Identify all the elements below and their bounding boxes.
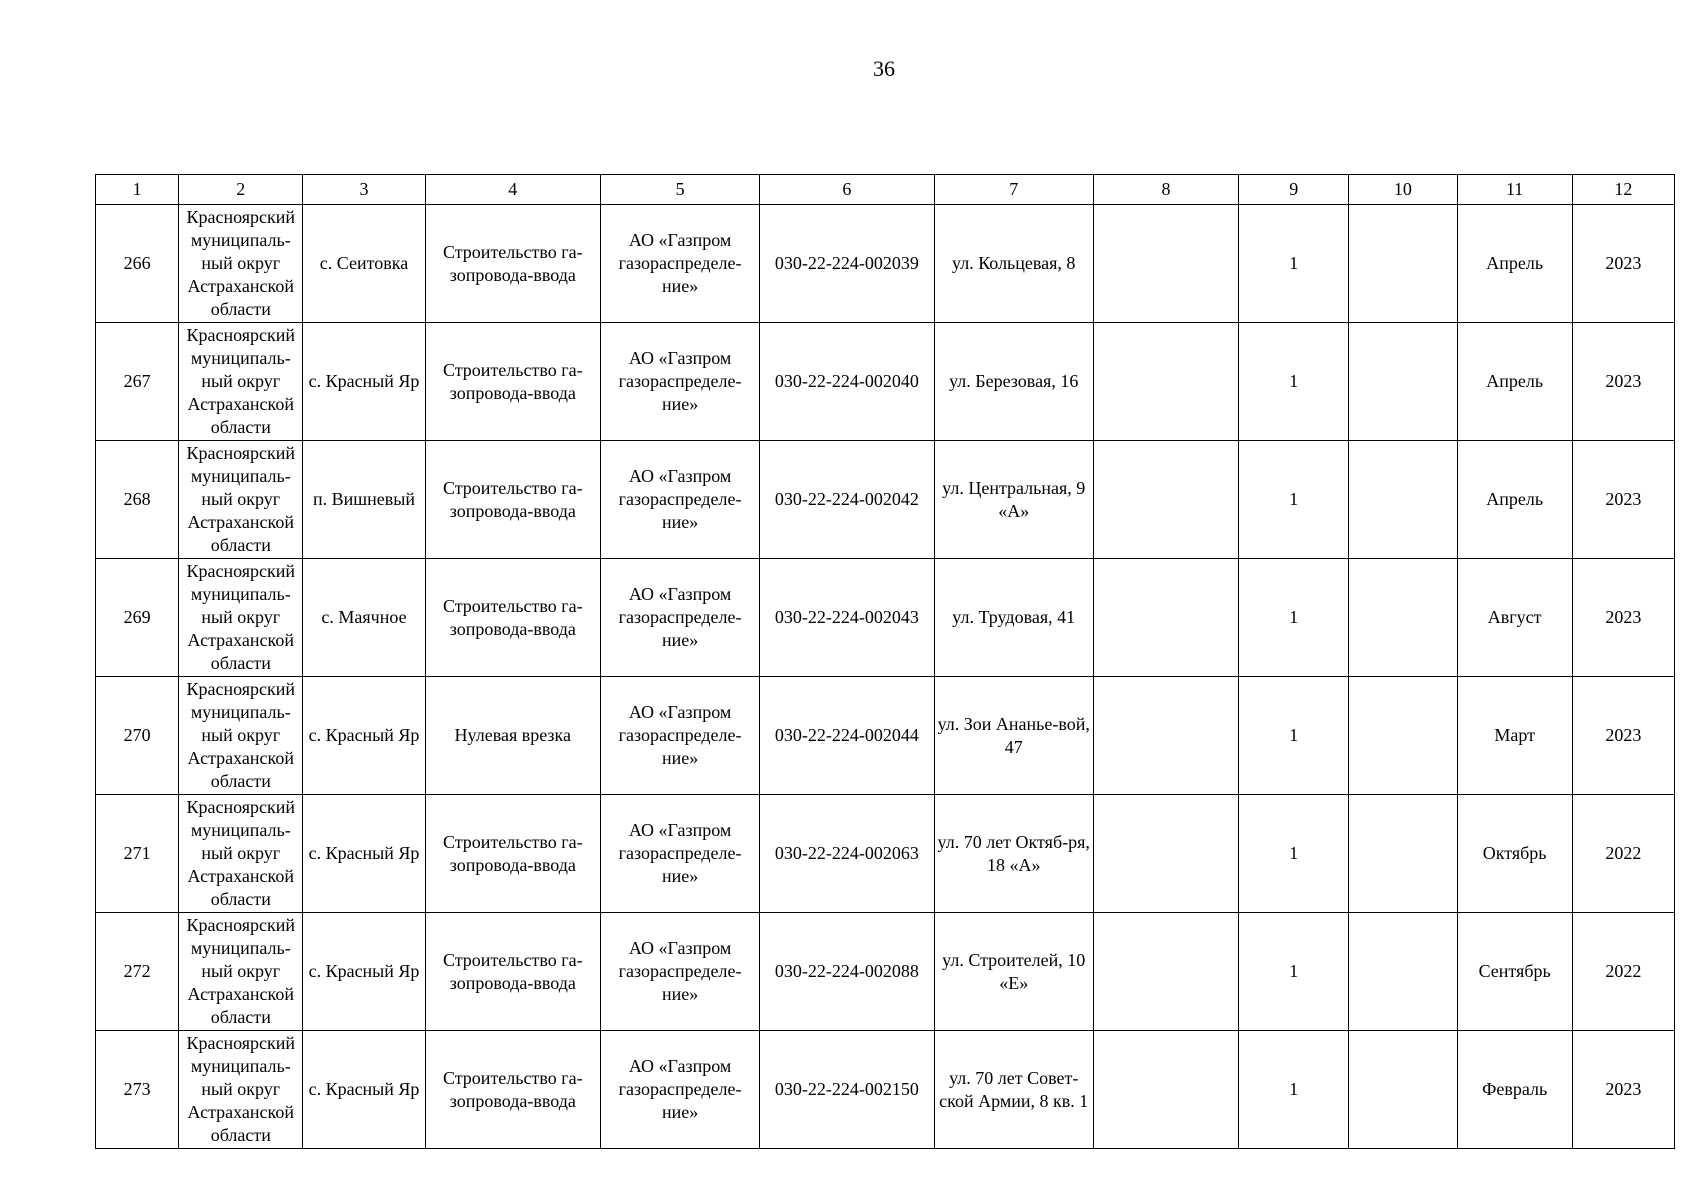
year-cell: 2023 [1572,559,1674,677]
organization-cell: АО «Газпром газораспределе-ние» [600,913,759,1031]
district-cell: Красноярский муниципаль-ный округ Астраханской области [179,205,303,323]
col9-cell: 1 [1239,677,1349,795]
organization-cell: АО «Газпром газораспределе-ние» [600,205,759,323]
organization-cell: АО «Газпром газораспределе-ние» [600,323,759,441]
col8-cell [1093,913,1238,1031]
table-row [96,441,1675,559]
district-cell: Красноярский муниципаль-ный округ Астраханской области [179,677,303,795]
page-number: 36 [873,56,895,81]
table-row [96,323,1675,441]
month-cell: Апрель [1457,323,1572,441]
work-type-cell: Строительство га-зопровода-ввода [425,913,600,1031]
organization-cell: АО «Газпром газораспределе-ние» [600,795,759,913]
organization-cell: АО «Газпром газораспределе-ние» [600,441,759,559]
col10-cell [1349,323,1457,441]
column-header: 6 [760,175,934,205]
address-cell: ул. Березовая, 16 [934,323,1093,441]
col8-cell [1093,323,1238,441]
row-number-cell: 272 [96,913,179,1031]
col9-cell: 1 [1239,913,1349,1031]
month-cell: Апрель [1457,205,1572,323]
code-cell: 030-22-224-002088 [760,913,934,1031]
column-header: 8 [1093,175,1238,205]
year-cell: 2023 [1572,677,1674,795]
col9-cell: 1 [1239,323,1349,441]
settlement-cell: с. Красный Яр [303,913,425,1031]
col10-cell [1349,441,1457,559]
col9-cell: 1 [1239,1031,1349,1149]
code-cell: 030-22-224-002040 [760,323,934,441]
row-number-cell: 271 [96,795,179,913]
district-cell: Красноярский муниципаль-ный округ Астраханской области [179,1031,303,1149]
work-type-cell: Нулевая врезка [425,677,600,795]
work-type-cell: Строительство га-зопровода-ввода [425,559,600,677]
row-number-cell: 268 [96,441,179,559]
code-cell: 030-22-224-002039 [760,205,934,323]
district-cell: Красноярский муниципаль-ный округ Астраханской области [179,913,303,1031]
col8-cell [1093,441,1238,559]
column-header: 5 [600,175,759,205]
month-cell: Февраль [1457,1031,1572,1149]
address-cell: ул. Кольцевая, 8 [934,205,1093,323]
column-header: 10 [1349,175,1457,205]
address-cell: ул. Строителей, 10 «Е» [934,913,1093,1031]
district-cell: Красноярский муниципаль-ный округ Астраханской области [179,795,303,913]
col8-cell [1093,205,1238,323]
month-cell: Апрель [1457,441,1572,559]
settlement-cell: с. Красный Яр [303,323,425,441]
settlement-cell: с. Маячное [303,559,425,677]
code-cell: 030-22-224-002042 [760,441,934,559]
organization-cell: АО «Газпром газораспределе-ние» [600,1031,759,1149]
settlement-cell: с. Сеитовка [303,205,425,323]
work-type-cell: Строительство га-зопровода-ввода [425,1031,600,1149]
col10-cell [1349,559,1457,677]
code-cell: 030-22-224-002043 [760,559,934,677]
table-row [96,913,1675,1031]
row-number-cell: 273 [96,1031,179,1149]
header-row [96,175,1675,205]
code-cell: 030-22-224-002044 [760,677,934,795]
column-header: 11 [1457,175,1572,205]
work-type-cell: Строительство га-зопровода-ввода [425,441,600,559]
month-cell: Март [1457,677,1572,795]
code-cell: 030-22-224-002063 [760,795,934,913]
district-cell: Красноярский муниципаль-ный округ Астраханской области [179,323,303,441]
address-cell: ул. 70 лет Совет-ской Армии, 8 кв. 1 [934,1031,1093,1149]
table-row [96,559,1675,677]
table-body [96,205,1675,1149]
work-type-cell: Строительство га-зопровода-ввода [425,323,600,441]
col10-cell [1349,913,1457,1031]
col9-cell: 1 [1239,559,1349,677]
year-cell: 2023 [1572,205,1674,323]
column-header: 7 [934,175,1093,205]
work-type-cell: Строительство га-зопровода-ввода [425,795,600,913]
col10-cell [1349,205,1457,323]
table-header [96,175,1675,205]
table-row [96,795,1675,913]
column-header: 4 [425,175,600,205]
table-row [96,1031,1675,1149]
organization-cell: АО «Газпром газораспределе-ние» [600,559,759,677]
address-cell: ул. Зои Ананье-вой, 47 [934,677,1093,795]
col9-cell: 1 [1239,795,1349,913]
year-cell: 2023 [1572,1031,1674,1149]
settlement-cell: с. Красный Яр [303,677,425,795]
column-header: 1 [96,175,179,205]
month-cell: Август [1457,559,1572,677]
district-cell: Красноярский муниципаль-ный округ Астраханской области [179,441,303,559]
table-row [96,205,1675,323]
organization-cell: АО «Газпром газораспределе-ние» [600,677,759,795]
column-header: 3 [303,175,425,205]
address-cell: ул. Трудовая, 41 [934,559,1093,677]
year-cell: 2022 [1572,795,1674,913]
month-cell: Октябрь [1457,795,1572,913]
row-number-cell: 269 [96,559,179,677]
col9-cell: 1 [1239,205,1349,323]
year-cell: 2022 [1572,913,1674,1031]
column-header: 9 [1239,175,1349,205]
row-number-cell: 266 [96,205,179,323]
work-type-cell: Строительство га-зопровода-ввода [425,205,600,323]
row-number-cell: 267 [96,323,179,441]
column-header: 2 [179,175,303,205]
district-cell: Красноярский муниципаль-ный округ Астраханской области [179,559,303,677]
col8-cell [1093,559,1238,677]
address-cell: ул. Центральная, 9 «А» [934,441,1093,559]
column-header: 12 [1572,175,1674,205]
col10-cell [1349,677,1457,795]
settlement-cell: п. Вишневый [303,441,425,559]
year-cell: 2023 [1572,323,1674,441]
col10-cell [1349,795,1457,913]
address-cell: ул. 70 лет Октяб-ря, 18 «А» [934,795,1093,913]
code-cell: 030-22-224-002150 [760,1031,934,1149]
row-number-cell: 270 [96,677,179,795]
col9-cell: 1 [1239,441,1349,559]
year-cell: 2023 [1572,441,1674,559]
table-row [96,677,1675,795]
col10-cell [1349,1031,1457,1149]
col8-cell [1093,1031,1238,1149]
col8-cell [1093,795,1238,913]
settlement-cell: с. Красный Яр [303,795,425,913]
month-cell: Сентябрь [1457,913,1572,1031]
data-table [95,174,1675,1149]
col8-cell [1093,677,1238,795]
settlement-cell: с. Красный Яр [303,1031,425,1149]
